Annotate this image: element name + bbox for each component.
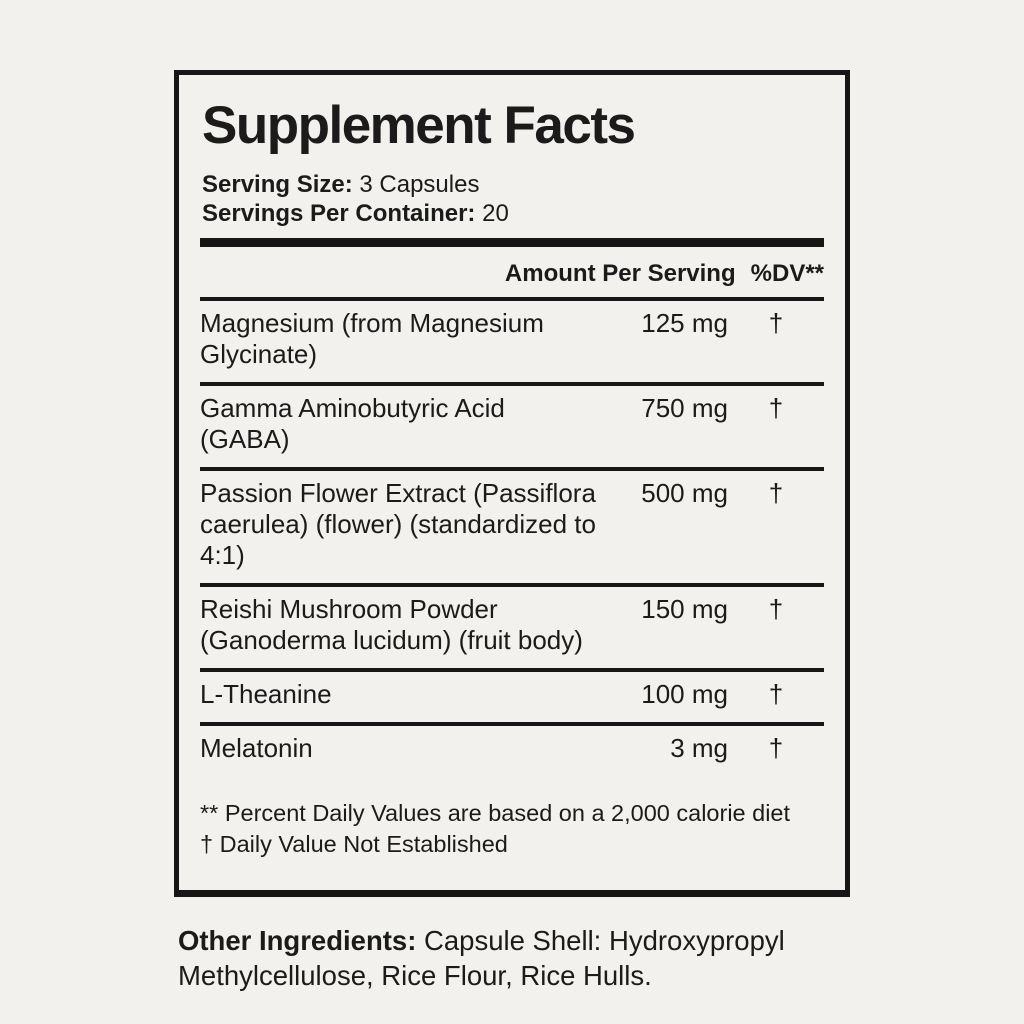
table-row-gaba xyxy=(200,386,824,471)
table-row-passion-flower xyxy=(200,471,824,587)
ingredient-name: L-Theanine xyxy=(200,679,332,709)
ingredient-name: Magnesium (from Magnesium Glycinate) xyxy=(200,308,544,369)
other-ingredients-paragraph xyxy=(174,923,850,993)
footnotes xyxy=(200,798,824,872)
column-header-row xyxy=(200,247,824,297)
ingredient-dv: † xyxy=(768,594,784,624)
ingredient-amount: 150 mg xyxy=(641,594,728,624)
supplement-facts-title: Supplement Facts xyxy=(202,96,635,155)
table-row-melatonin xyxy=(200,726,824,776)
supplement-facts-panel xyxy=(174,70,850,897)
serving-size-line xyxy=(202,170,824,199)
serving-size-value: 3 Capsules xyxy=(352,171,480,198)
ingredient-amount: 750 mg xyxy=(641,393,728,423)
ingredient-name: Melatonin xyxy=(200,733,313,763)
table-row-magnesium xyxy=(200,301,824,386)
ingredient-dv: † xyxy=(768,679,784,709)
thick-divider-bar xyxy=(200,238,824,247)
ingredient-dv: † xyxy=(768,393,784,423)
servings-per-container-value: 20 xyxy=(475,200,509,227)
ingredient-dv: † xyxy=(768,733,784,763)
table-row-l-theanine xyxy=(200,672,824,726)
ingredient-amount: 500 mg xyxy=(641,478,728,508)
ingredient-name: Reishi Mushroom Powder (Ganoderma lucidum) (fruit body) xyxy=(200,594,583,655)
other-ingredients-text: Capsule Shell: Hydroxypropyl Methylcellulose, Rice Flour, Rice Hulls. xyxy=(178,925,785,991)
ingredient-dv: † xyxy=(768,308,784,338)
ingredient-amount: 100 mg xyxy=(641,679,728,709)
percent-dv-header: %DV** xyxy=(750,260,824,287)
servings-per-container-line xyxy=(202,199,824,228)
dagger-footnote: † Daily Value Not Established xyxy=(200,831,508,857)
other-ingredients-label: Other Ingredients: xyxy=(178,925,417,956)
ingredient-amount: 125 mg xyxy=(641,308,728,338)
ingredient-name: Passion Flower Extract (Passiflora caerulea) (flower) (standardized to 4:1) xyxy=(200,478,596,570)
ingredient-name: Gamma Aminobutyric Acid (GABA) xyxy=(200,393,505,454)
serving-size-label: Serving Size: xyxy=(202,171,353,198)
servings-per-container-label: Servings Per Container: xyxy=(202,200,476,227)
ingredient-dv: † xyxy=(768,478,784,508)
amount-per-serving-header: Amount Per Serving xyxy=(504,260,736,287)
table-row-reishi xyxy=(200,587,824,672)
percent-dv-footnote: ** Percent Daily Values are based on a 2,000 calorie diet xyxy=(200,800,791,826)
ingredient-amount: 3 mg xyxy=(670,733,728,763)
